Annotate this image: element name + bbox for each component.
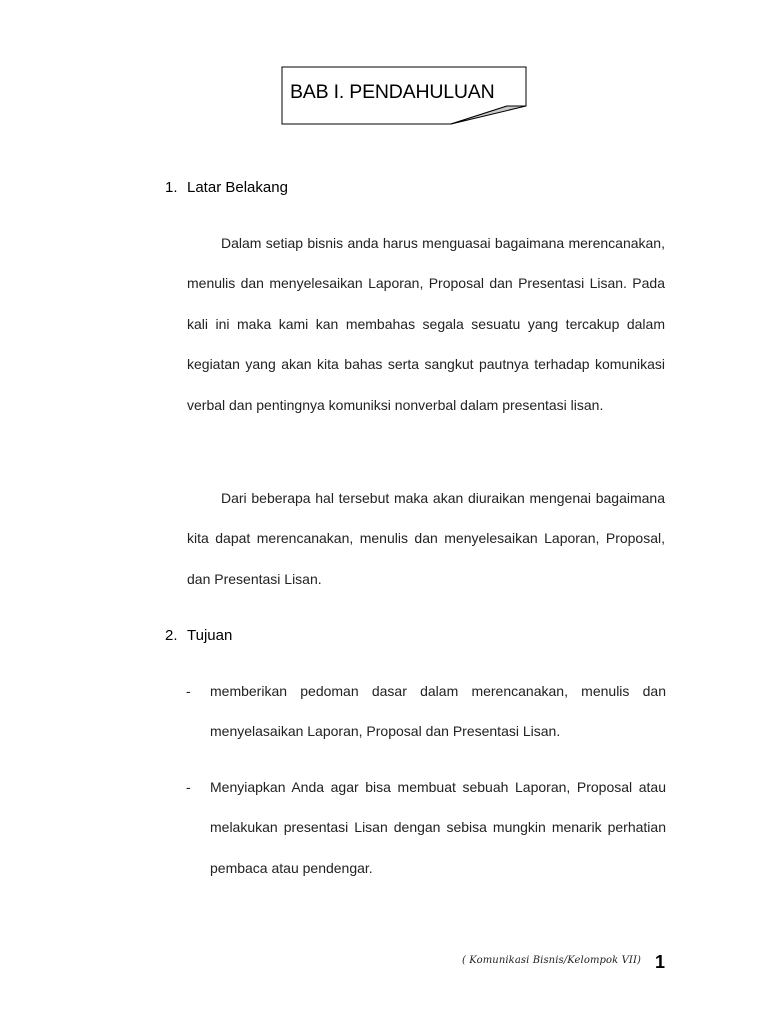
bullet-text: Menyiapkan Anda agar bisa membuat sebuah Laporan, Proposal atau melakukan presentasi Lisan dengan sebisa mungkin menarik perhatian pembaca atau pendengar. bbox=[210, 779, 666, 876]
section-number: 2. bbox=[165, 627, 178, 644]
section-title: Latar Belakang bbox=[187, 179, 288, 196]
paragraph-text: Dari beberapa hal tersebut maka akan diuraikan mengenai bagaimana kita dapat merencanakan, menulis dan menyelesaikan Laporan, Proposal, dan Presentasi Lisan. bbox=[187, 490, 665, 587]
paragraph bbox=[187, 223, 665, 425]
bullet-marker: - bbox=[186, 779, 191, 795]
section-heading-tujuan bbox=[165, 627, 232, 644]
section-title: Tujuan bbox=[187, 627, 233, 644]
chapter-title-box bbox=[281, 66, 525, 124]
footer-text: ( Komunikasi Bisnis/Kelompok VII) bbox=[462, 955, 642, 966]
bullet-marker: - bbox=[186, 683, 191, 699]
section-number: 1. bbox=[165, 179, 178, 196]
paragraph-text: Dalam setiap bisnis anda harus menguasai bagaimana merencanakan, menulis dan menyelesaikan Laporan, Proposal dan Presentasi Lisan. Pada kali ini maka kami kan membahas segala sesuatu yang tercakup dalam kegiatan yang akan kita bahas serta sangkut pautnya terhadap komunikasi verbal dan pentingnya komuniksi nonverbal dalam presentasi lisan. bbox=[187, 235, 665, 413]
bullet-text: memberikan pedoman dasar dalam merencanakan, menulis dan menyelasaikan Laporan, Proposal dan Presentasi Lisan. bbox=[210, 683, 666, 740]
paragraph bbox=[187, 478, 665, 599]
section-heading-latar-belakang bbox=[165, 179, 288, 196]
chapter-title: BAB I. PENDAHULUAN bbox=[290, 81, 495, 103]
page-number: 1 bbox=[655, 952, 666, 972]
